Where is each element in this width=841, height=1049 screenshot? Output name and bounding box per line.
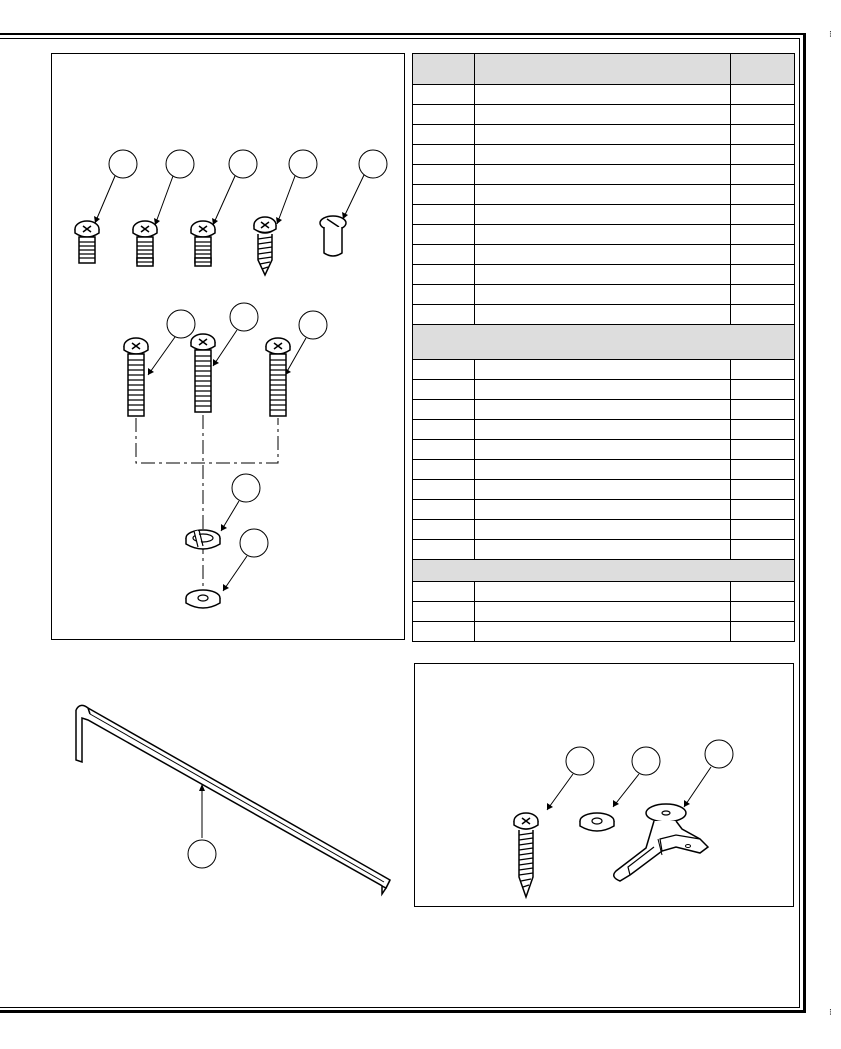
table-row bbox=[413, 125, 795, 145]
callout-circle-icon bbox=[289, 150, 317, 178]
screw-icon bbox=[124, 338, 148, 416]
table-row bbox=[413, 245, 795, 265]
table-row bbox=[413, 520, 795, 540]
table-row bbox=[413, 400, 795, 420]
callout-circle-icon bbox=[229, 150, 257, 178]
parts-table bbox=[412, 53, 795, 642]
table-section-band bbox=[413, 560, 795, 582]
callout-circle-icon bbox=[188, 840, 216, 868]
screw-icon bbox=[514, 813, 538, 897]
crop-mark-top: ⁝ bbox=[829, 29, 832, 39]
table-row bbox=[413, 480, 795, 500]
screw-icon bbox=[191, 334, 215, 412]
callout-circle-icon bbox=[632, 747, 660, 775]
callout-circle-icon bbox=[230, 303, 258, 331]
screw-icon bbox=[266, 338, 290, 416]
callout-circle-icon bbox=[705, 740, 733, 768]
screw-icon bbox=[133, 221, 157, 266]
table-row bbox=[413, 165, 795, 185]
table-row bbox=[413, 460, 795, 480]
table-row bbox=[413, 305, 795, 325]
table-row bbox=[413, 500, 795, 520]
callout-circle-icon bbox=[109, 150, 137, 178]
screw-icon bbox=[75, 221, 99, 263]
callout-circle-icon bbox=[166, 150, 194, 178]
crop-mark-bottom: ⁝ bbox=[829, 1007, 832, 1017]
bracket-kit-figure bbox=[414, 663, 794, 907]
bracket-icon bbox=[614, 804, 708, 881]
table-row bbox=[413, 380, 795, 400]
callout-circle-icon bbox=[167, 310, 195, 338]
hex-key-figure bbox=[60, 698, 400, 898]
table-row bbox=[413, 185, 795, 205]
table-row bbox=[413, 582, 795, 602]
table-row bbox=[413, 105, 795, 125]
callout-circle-icon bbox=[232, 474, 260, 502]
screw-icon bbox=[191, 221, 215, 266]
table-row bbox=[413, 540, 795, 560]
hex-key-icon bbox=[76, 705, 390, 894]
callout-circle-icon bbox=[566, 747, 594, 775]
table-row bbox=[413, 285, 795, 305]
lock-washer-icon bbox=[186, 530, 220, 549]
table-row bbox=[413, 420, 795, 440]
hardware-figure bbox=[51, 53, 405, 640]
table-row bbox=[413, 85, 795, 105]
screw-icon bbox=[320, 216, 346, 256]
header-cell-description bbox=[475, 54, 731, 85]
callout-circle-icon bbox=[359, 150, 387, 178]
table-section-band bbox=[413, 325, 795, 360]
washer-icon bbox=[580, 813, 614, 831]
table-row bbox=[413, 360, 795, 380]
callout-circle-icon bbox=[240, 529, 268, 557]
callout-circle-icon bbox=[299, 311, 327, 339]
header-cell-number bbox=[413, 54, 475, 85]
table-row bbox=[413, 205, 795, 225]
table-row bbox=[413, 622, 795, 642]
table-row bbox=[413, 440, 795, 460]
header-cell-quantity bbox=[731, 54, 795, 85]
washer-icon bbox=[186, 590, 220, 608]
table-row bbox=[413, 265, 795, 285]
table-row bbox=[413, 602, 795, 622]
table-row bbox=[413, 145, 795, 165]
table-header-row bbox=[413, 54, 795, 85]
screw-icon bbox=[254, 217, 276, 275]
table-row bbox=[413, 225, 795, 245]
